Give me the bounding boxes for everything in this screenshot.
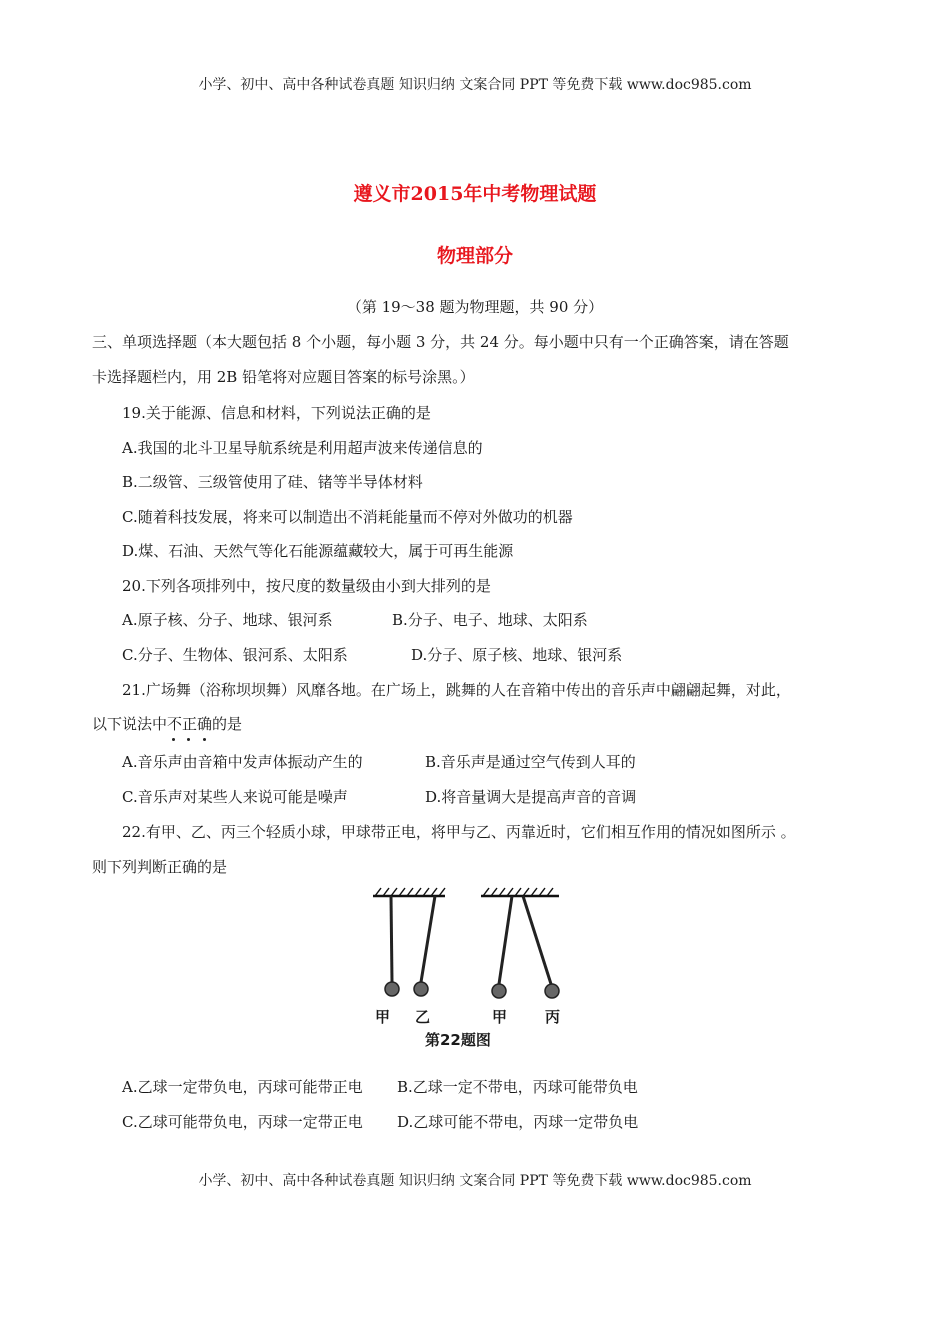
q22-option-b: B.乙球一定不带电，丙球可能带负电 <box>397 1078 638 1096</box>
q22-option-c: C.乙球可能带负电，丙球一定带正电 <box>122 1113 363 1131</box>
thread-jia-left <box>391 896 392 982</box>
section-instructions-line2: 卡选择题栏内，用 2B 铅笔将对应题目答案的标号涂黑。） <box>92 368 475 386</box>
q21-stem-post: 的是 <box>212 715 243 733</box>
q22-option-d: D.乙球可能不带电，丙球一定带负电 <box>397 1113 639 1131</box>
q21-stem-pre: 以下说法中 <box>92 715 168 733</box>
exam-title: 遵义市2015年中考物理试题 <box>353 183 597 205</box>
left-support <box>373 888 445 896</box>
q21-option-b: B.音乐声是通过空气传到人耳的 <box>425 753 636 771</box>
label-jia-right: 甲 <box>492 1008 508 1026</box>
section-subtitle: 物理部分 <box>436 245 513 267</box>
ball-bing <box>545 984 559 998</box>
q21-stem-line1: 21.广场舞（浴称坝坝舞）风靡各地。在广场上，跳舞的人在音箱中传出的音乐声中翩翩起舞，对此， <box>122 681 791 699</box>
q20-option-c: C.分子、生物体、银河系、太阳系 <box>122 646 348 664</box>
section-instructions-line1: 三、单项选择题（本大题包括 8 个小题，每小题 3 分，共 24 分。每小题中只有一个正确答案，请在答题 <box>92 333 789 351</box>
q21-option-c: C.音乐声对某些人来说可能是噪声 <box>122 788 348 806</box>
q21-stem-line2 <box>92 714 242 734</box>
q21-option-a: A.音乐声由音箱中发声体振动产生的 <box>122 753 363 771</box>
page-footer: 小学、初中、高中各种试卷真题 知识归纳 文案合同 PPT 等免费下载 www.doc985.com <box>198 1173 752 1189</box>
q22-figure <box>365 882 585 1052</box>
label-bing: 丙 <box>545 1008 561 1026</box>
q19-option-a: A.我国的北斗卫星导航系统是利用超声波来传递信息的 <box>122 439 483 457</box>
thread-jia-right <box>499 896 512 984</box>
thread-yi <box>421 896 435 982</box>
ball-jia-left <box>385 982 399 996</box>
q21-emphasis-text: 不正确 <box>167 715 213 733</box>
right-support <box>481 888 559 896</box>
label-jia-left: 甲 <box>375 1008 391 1026</box>
q20-option-a: A.原子核、分子、地球、银河系 <box>122 611 333 629</box>
q19-option-d: D.煤、石油、天然气等化石能源蕴藏较大，属于可再生能源 <box>122 542 514 560</box>
q19-stem: 19.关于能源、信息和材料，下列说法正确的是 <box>122 404 431 422</box>
scope-note: （第 19～38 题为物理题，共 90 分） <box>346 298 604 316</box>
ball-yi <box>414 982 428 996</box>
q21-option-d: D.将音量调大是提高声音的音调 <box>425 788 637 806</box>
label-yi: 乙 <box>415 1008 431 1026</box>
q21-emphasis <box>167 714 212 734</box>
q22-option-a: A.乙球一定带负电，丙球可能带正电 <box>122 1078 363 1096</box>
q20-option-b: B.分子、电子、地球、太阳系 <box>392 611 588 629</box>
thread-bing <box>523 896 551 984</box>
ball-jia-right <box>492 984 506 998</box>
q20-option-d: D.分子、原子核、地球、银河系 <box>411 646 623 664</box>
page-header: 小学、初中、高中各种试卷真题 知识归纳 文案合同 PPT 等免费下载 www.doc985.com <box>198 77 752 93</box>
q19-option-c: C.随着科技发展，将来可以制造出不消耗能量而不停对外做功的机器 <box>122 508 573 526</box>
q22-stem-line2: 则下列判断正确的是 <box>92 858 228 876</box>
q19-option-b: B.二级管、三级管使用了硅、锗等半导体材料 <box>122 473 423 491</box>
figure-caption: 第22题图 <box>425 1031 491 1049</box>
q22-stem-line1: 22.有甲、乙、丙三个轻质小球，甲球带正电，将甲与乙、丙靠近时，它们相互作用的情况如图所示 。 <box>122 823 796 841</box>
q20-stem: 20.下列各项排列中，按尺度的数量级由小到大排列的是 <box>122 577 491 595</box>
